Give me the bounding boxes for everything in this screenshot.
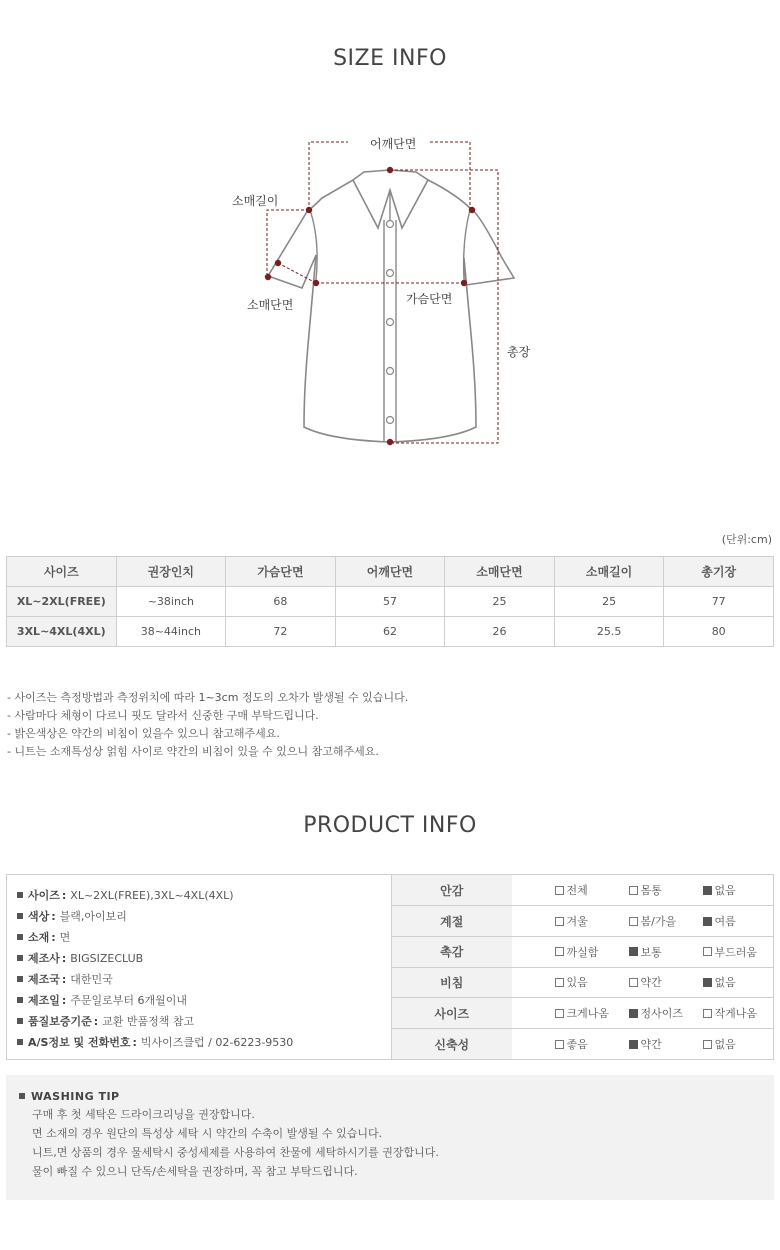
unchecked-box-icon bbox=[555, 917, 564, 926]
info-row: 제조국 : 대한민국 bbox=[17, 969, 391, 990]
attribute-option bbox=[629, 936, 703, 967]
product-attributes bbox=[391, 875, 773, 1059]
info-key: 제조국 bbox=[28, 973, 60, 986]
washing-tip-line: 면 소재의 경우 원단의 특성상 세탁 시 약간의 수축이 발생될 수 있습니다. bbox=[32, 1127, 383, 1140]
checked-box-icon bbox=[629, 1009, 638, 1018]
table-cell: ~38inch bbox=[116, 587, 226, 617]
option-label: 정사이즈 bbox=[640, 1007, 684, 1021]
info-value: 빅사이즈클럽 / 02-6223-9530 bbox=[140, 1036, 294, 1049]
option-label: 약간 bbox=[640, 976, 662, 990]
marker-chest-left bbox=[313, 280, 319, 286]
unchecked-box-icon bbox=[555, 1009, 564, 1018]
info-key: A/S정보 및 전화번호 bbox=[28, 1036, 131, 1049]
product-info-box bbox=[6, 874, 774, 1060]
bullet-square-icon bbox=[17, 997, 23, 1003]
note-line: - 사이즈는 측정방법과 측정위치에 따라 1~3cm 정도의 오차가 발생될 수 있습니다. bbox=[7, 691, 409, 704]
table-cell: XL~2XL(FREE) bbox=[7, 587, 117, 617]
marker-hem bbox=[387, 439, 393, 445]
header-cell: 소매길이 bbox=[554, 557, 664, 587]
unchecked-box-icon bbox=[703, 947, 712, 956]
marker-sleeve-inner bbox=[275, 260, 281, 266]
header-cell: 소매단면 bbox=[445, 557, 555, 587]
info-row: 사이즈 : XL~2XL(FREE),3XL~4XL(4XL) bbox=[17, 885, 391, 906]
attribute-option bbox=[703, 875, 774, 906]
unchecked-box-icon bbox=[629, 886, 638, 895]
attribute-row bbox=[392, 936, 774, 967]
attribute-row bbox=[392, 998, 774, 1029]
info-row: 제조사 : BIGSIZECLUB bbox=[17, 948, 391, 969]
attribute-option bbox=[703, 936, 774, 967]
info-key: 제조사 bbox=[28, 952, 60, 965]
attribute-option bbox=[629, 1028, 703, 1059]
option-label: 까실함 bbox=[566, 945, 599, 959]
info-row: 소재 : 면 bbox=[17, 927, 391, 948]
unchecked-box-icon bbox=[555, 978, 564, 987]
bullet-square-icon bbox=[17, 892, 23, 898]
option-label: 전체 bbox=[566, 884, 588, 898]
info-row: 품질보증기준 : 교환 반품정책 참고 bbox=[17, 1011, 391, 1032]
option-label: 작게나옴 bbox=[714, 1007, 758, 1021]
table-cell: 25.5 bbox=[554, 617, 664, 647]
attribute-option bbox=[629, 906, 703, 937]
shirt-outline bbox=[268, 170, 514, 442]
table-cell: 3XL~4XL(4XL) bbox=[7, 617, 117, 647]
checked-box-icon bbox=[703, 917, 712, 926]
marker-neck bbox=[387, 167, 393, 173]
attribute-option bbox=[703, 1028, 774, 1059]
unit-label: (단위:cm) bbox=[721, 533, 772, 546]
attribute-option bbox=[703, 906, 774, 937]
attribute-spacer bbox=[512, 906, 555, 937]
shirt-illustration bbox=[220, 130, 540, 460]
bullet-square-icon bbox=[17, 1018, 23, 1024]
attribute-name: 신축성 bbox=[392, 1028, 512, 1059]
info-key: 품질보증기준 bbox=[28, 1015, 92, 1028]
option-label: 있음 bbox=[566, 976, 588, 990]
attribute-option bbox=[703, 967, 774, 998]
bullet-square-icon bbox=[17, 934, 23, 940]
note-line: - 니트는 소재특성상 얽힘 사이로 약간의 비침이 있을 수 있으니 참고해주세요. bbox=[7, 745, 379, 758]
product-info-title: PRODUCT INFO bbox=[303, 813, 477, 838]
attribute-name: 안감 bbox=[392, 875, 512, 906]
bullet-square-icon bbox=[17, 1039, 23, 1045]
option-label: 좋음 bbox=[566, 1038, 588, 1052]
attribute-row bbox=[392, 875, 774, 906]
info-key: 색상 bbox=[28, 910, 50, 923]
attribute-spacer bbox=[512, 936, 555, 967]
table-cell: 25 bbox=[445, 587, 555, 617]
header-cell: 총기장 bbox=[664, 557, 774, 587]
attribute-spacer bbox=[512, 1028, 555, 1059]
product-info-list bbox=[7, 875, 391, 1059]
unchecked-box-icon bbox=[629, 978, 638, 987]
size-table bbox=[6, 556, 774, 647]
table-cell: 72 bbox=[226, 617, 336, 647]
attribute-spacer bbox=[512, 998, 555, 1029]
checked-box-icon bbox=[703, 978, 712, 987]
button-1 bbox=[387, 221, 394, 228]
option-label: 크게나옴 bbox=[566, 1007, 610, 1021]
table-cell: 77 bbox=[664, 587, 774, 617]
checked-box-icon bbox=[629, 947, 638, 956]
info-row: 제조일 : 주문일로부터 6개월이내 bbox=[17, 990, 391, 1011]
table-cell: 62 bbox=[335, 617, 445, 647]
header-cell: 어깨단면 bbox=[335, 557, 445, 587]
marker-shoulder-left bbox=[306, 207, 312, 213]
bullet-square-icon bbox=[17, 913, 23, 919]
label-sleeve-length: 소매길이 bbox=[232, 194, 279, 208]
button-4 bbox=[387, 368, 394, 375]
info-value: 블랙,아이보리 bbox=[59, 910, 127, 923]
info-value: BIGSIZECLUB bbox=[70, 952, 144, 965]
info-value: 주문일로부터 6개월이내 bbox=[70, 994, 188, 1007]
washing-tip-title bbox=[19, 1090, 774, 1103]
unchecked-box-icon bbox=[629, 917, 638, 926]
unchecked-box-icon bbox=[703, 1009, 712, 1018]
label-total-length: 총장 bbox=[507, 345, 531, 359]
table-cell: 57 bbox=[335, 587, 445, 617]
bullet-square-icon bbox=[17, 976, 23, 982]
washing-tip-line: 니트,면 상품의 경우 물세탁시 중성세제를 사용하여 찬물에 세탁하시기를 권장합니다. bbox=[32, 1146, 439, 1159]
size-notes bbox=[7, 689, 408, 761]
bullet-square-icon bbox=[17, 955, 23, 961]
option-label: 봄/가을 bbox=[640, 915, 677, 929]
attribute-option bbox=[555, 998, 629, 1029]
option-label: 없음 bbox=[714, 884, 736, 898]
unchecked-box-icon bbox=[703, 1040, 712, 1049]
attribute-spacer bbox=[512, 875, 555, 906]
info-key: 사이즈 bbox=[28, 889, 60, 902]
attribute-option bbox=[629, 875, 703, 906]
checked-box-icon bbox=[703, 886, 712, 895]
marker-chest-right bbox=[461, 280, 467, 286]
note-line: - 사람마다 체형이 다르니 핏도 달라서 신중한 구매 부탁드립니다. bbox=[7, 709, 319, 722]
attribute-name: 계절 bbox=[392, 906, 512, 937]
attribute-option bbox=[555, 1028, 629, 1059]
attribute-row bbox=[392, 906, 774, 937]
option-label: 몸통 bbox=[640, 884, 662, 898]
unchecked-box-icon bbox=[555, 1040, 564, 1049]
attribute-option bbox=[629, 998, 703, 1029]
header-cell: 사이즈 bbox=[7, 557, 117, 587]
info-row: A/S정보 및 전화번호 : 빅사이즈클럽 / 02-6223-9530 bbox=[17, 1032, 391, 1053]
table-cell: 25 bbox=[554, 587, 664, 617]
option-label: 여름 bbox=[714, 915, 736, 929]
info-value: 대한민국 bbox=[70, 973, 113, 986]
attribute-option bbox=[555, 936, 629, 967]
option-label: 없음 bbox=[714, 976, 736, 990]
bullet-square-icon bbox=[19, 1093, 25, 1099]
marker-sleeve-end bbox=[265, 274, 271, 280]
header-cell: 권장인치 bbox=[116, 557, 226, 587]
button-3 bbox=[387, 319, 394, 326]
attribute-name: 촉감 bbox=[392, 936, 512, 967]
option-label: 보통 bbox=[640, 945, 662, 959]
table-cell: 68 bbox=[226, 587, 336, 617]
header-cell: 가슴단면 bbox=[226, 557, 336, 587]
info-key: 소재 bbox=[28, 931, 50, 944]
size-table-header bbox=[7, 557, 774, 587]
attribute-spacer bbox=[512, 967, 555, 998]
unchecked-box-icon bbox=[555, 947, 564, 956]
option-label: 약간 bbox=[640, 1038, 662, 1052]
info-value: XL~2XL(FREE),3XL~4XL(4XL) bbox=[70, 889, 234, 902]
attribute-name: 비침 bbox=[392, 967, 512, 998]
attribute-row bbox=[392, 967, 774, 998]
option-label: 겨울 bbox=[566, 915, 588, 929]
unchecked-box-icon bbox=[555, 886, 564, 895]
label-sleeve-width: 소매단면 bbox=[247, 298, 294, 312]
button-2 bbox=[387, 270, 394, 277]
option-label: 없음 bbox=[714, 1038, 736, 1052]
attribute-row bbox=[392, 1028, 774, 1059]
marker-shoulder-right bbox=[469, 207, 475, 213]
info-key: 제조일 bbox=[28, 994, 60, 1007]
washing-tip-box bbox=[6, 1075, 774, 1200]
checked-box-icon bbox=[629, 1040, 638, 1049]
option-label: 부드러움 bbox=[714, 945, 758, 959]
info-value: 교환 반품정책 참고 bbox=[102, 1015, 195, 1028]
table-row bbox=[7, 587, 774, 617]
attribute-table bbox=[391, 875, 774, 1059]
size-info-title: SIZE INFO bbox=[333, 46, 447, 71]
label-chest: 가슴단면 bbox=[406, 292, 453, 306]
table-cell: 26 bbox=[445, 617, 555, 647]
attribute-option bbox=[555, 906, 629, 937]
info-value: 면 bbox=[59, 931, 71, 944]
table-cell: 38~44inch bbox=[116, 617, 226, 647]
button-5 bbox=[387, 417, 394, 424]
shirt-measurement-diagram bbox=[220, 130, 540, 460]
attribute-option bbox=[703, 998, 774, 1029]
note-line: - 밝은색상은 약간의 비침이 있을수 있으니 참고해주세요. bbox=[7, 727, 280, 740]
info-row: 색상 : 블랙,아이보리 bbox=[17, 906, 391, 927]
washing-tip-title-text: WASHING TIP bbox=[31, 1090, 120, 1103]
attribute-option bbox=[555, 967, 629, 998]
label-shoulder: 어깨단면 bbox=[370, 137, 417, 151]
table-cell: 80 bbox=[664, 617, 774, 647]
washing-tip-line: 구매 후 첫 세탁은 드라이크리닝을 권장합니다. bbox=[32, 1108, 255, 1121]
washing-tip-line: 물이 빠질 수 있으니 단독/손세탁을 권장하며, 꼭 참고 부탁드립니다. bbox=[32, 1165, 358, 1178]
attribute-option bbox=[629, 967, 703, 998]
table-row bbox=[7, 617, 774, 647]
attribute-option bbox=[555, 875, 629, 906]
attribute-name: 사이즈 bbox=[392, 998, 512, 1029]
